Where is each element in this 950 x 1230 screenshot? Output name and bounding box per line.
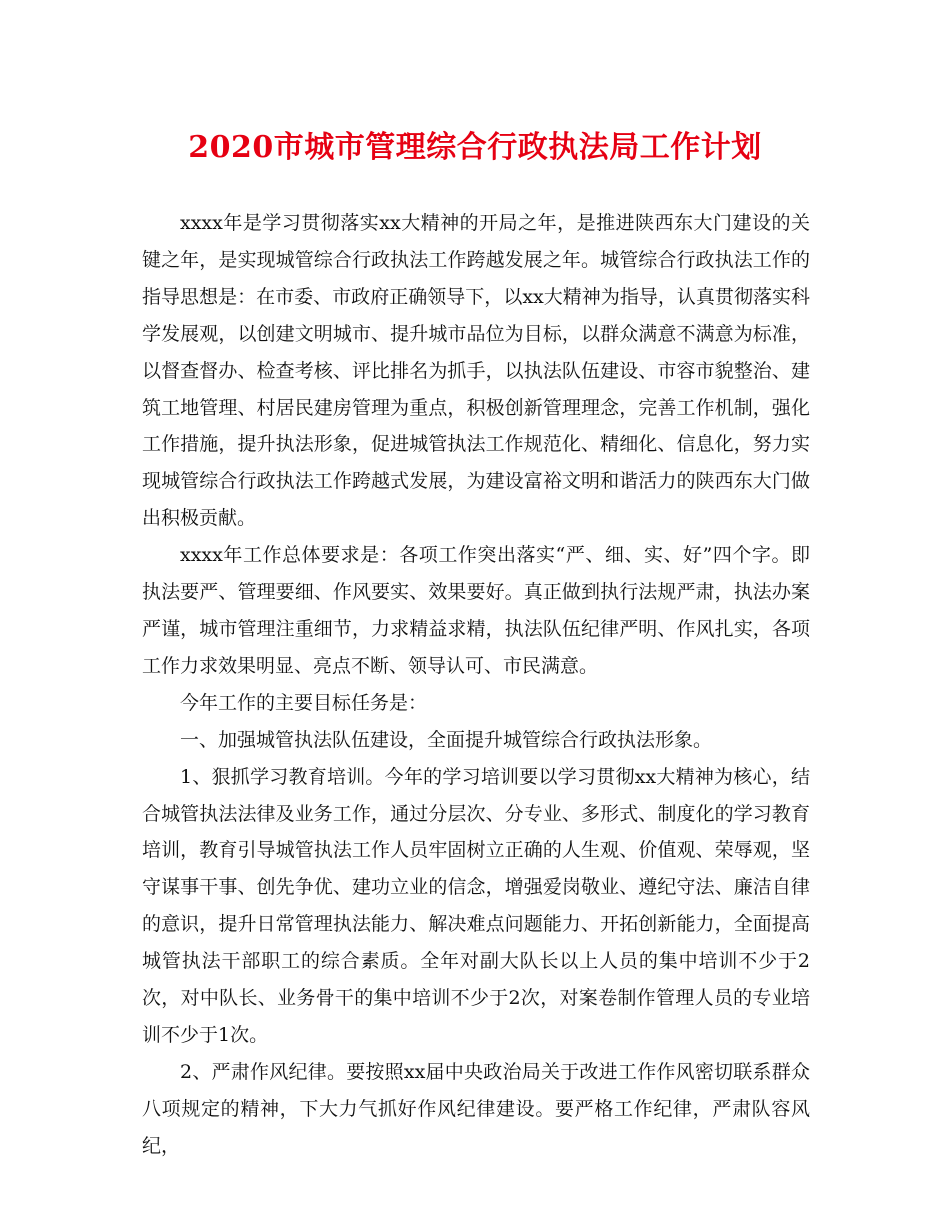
section-heading: 一、加强城管执法队伍建设，全面提升城管综合行政执法形象。 <box>180 728 713 751</box>
paragraph: 2、严肃作风纪律。要按照xx届中央政治局关于改进工作作风密切联系群众八项规定的精神，下大力气抓好作风纪律建设。要严格工作纪律，严肃队容风纪， <box>142 1060 810 1157</box>
paragraph: 今年工作的主要目标任务是： <box>180 691 428 714</box>
paragraph: xxxx年是学习贯彻落实xx大精神的开局之年，是推进陕西东大门建设的关键之年，是实现城管综合行政执法工作跨越发展之年。城管综合行政执法工作的指导思想是：在市委、市政府正确领导下，以xx大精神为指导，认真贯彻落实科学发展观，以创建文明城市、提升城市品位为目标，以群众满意不满意为标准，以督查督办、检查考核、评比排名为抓手，以执法队伍建设、市容市貌整治、建筑工地管理、村居民建房管理为重点，积极创新管理理念，完善工作机制，强化工作措施，提升执法形象，促进城管执法工作规范化、精细化、信息化，努力实现城管综合行政执法工作跨越式发展，为建设富裕文明和谐活力的陕西东大门做出积极贡献。 <box>142 212 810 530</box>
document-title: 2020市城市管理综合行政执法局工作计划 <box>188 130 762 165</box>
paragraph: 1、狠抓学习教育培训。今年的学习培训要以学习贯彻xx大精神为核心，结合城管执法法律及业务工作，通过分层次、分专业、多形式、制度化的学习教育培训，教育引导城管执法工作人员牢固树立正确的人生观、价值观、荣辱观，坚守谋事干事、创先争优、建功立业的信念，增强爱岗敬业、遵纪守法、廉洁自律的意识，提升日常管理执法能力、解决难点问题能力、开拓创新能力，全面提高城管执法干部职工的综合素质。全年对副大队长以上人员的集中培训不少于2次，对中队长、业务骨干的集中培训不少于2次，对案卷制作管理人员的专业培训不少于1次。 <box>142 765 810 1046</box>
paragraph: xxxx年工作总体要求是：各项工作突出落实“严、细、实、好”四个字。即执法要严、管理要细、作风要实、效果要好。真正做到执行法规严肃，执法办案严谨，城市管理注重细节，力求精益求精，执法队伍纪律严明、作风扎实，各项工作力求效果明显、亮点不断、领导认可、市民满意。 <box>142 544 810 677</box>
document-body <box>142 205 810 1165</box>
